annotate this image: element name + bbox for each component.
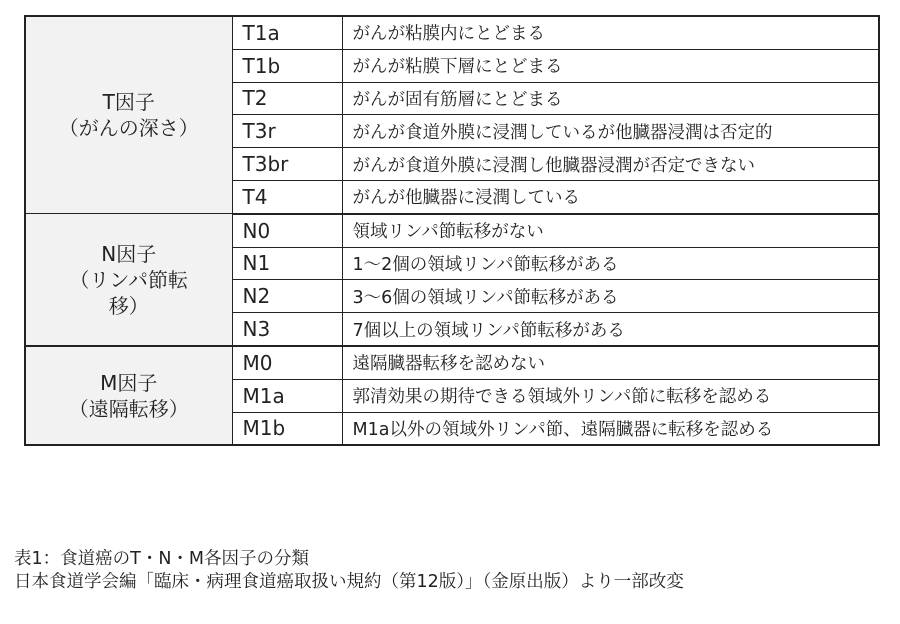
stage-description: 3～6個の領域リンパ節転移がある	[342, 280, 879, 313]
factor-label-line: N因子	[101, 241, 157, 266]
t-factor-label	[25, 16, 232, 214]
stage-code: M0	[232, 346, 342, 379]
tnm-classification-table	[24, 15, 880, 446]
stage-code: N3	[232, 313, 342, 346]
stage-description: がんが粘膜内にとどまる	[342, 16, 879, 49]
stage-description: がんが食道外膜に浸潤しているが他臓器浸潤は否定的	[342, 115, 879, 148]
stage-code: M1b	[232, 412, 342, 445]
stage-description: 遠隔臓器転移を認めない	[342, 346, 879, 379]
factor-label-line: 移）	[108, 293, 149, 318]
stage-description: 7個以上の領域リンパ節転移がある	[342, 313, 879, 346]
stage-description: M1a以外の領域外リンパ節、遠隔臓器に転移を認める	[342, 412, 879, 445]
stage-code: N2	[232, 280, 342, 313]
stage-code: T3r	[232, 115, 342, 148]
stage-code: N1	[232, 247, 342, 280]
stage-description: がんが他臓器に浸潤している	[342, 180, 879, 213]
stage-code: T1b	[232, 49, 342, 82]
stage-description: がんが食道外膜に浸潤し他臓器浸潤が否定できない	[342, 148, 879, 181]
factor-label-line: T因子	[102, 90, 155, 115]
stage-code: T4	[232, 180, 342, 213]
stage-description: 領域リンパ節転移がない	[342, 214, 879, 247]
stage-description: 1～2個の領域リンパ節転移がある	[342, 247, 879, 280]
table-row	[25, 346, 879, 379]
stage-code: T1a	[232, 16, 342, 49]
stage-code: M1a	[232, 379, 342, 412]
caption-title: 表1：食道癌のT・N・M各因子の分類	[14, 549, 310, 569]
stage-description: がんが粘膜下層にとどまる	[342, 49, 879, 82]
stage-code: T3br	[232, 148, 342, 181]
factor-label-line: M因子	[100, 370, 158, 395]
factor-label-line: （リンパ節転	[69, 267, 189, 292]
table-row	[25, 214, 879, 247]
stage-description: 郭清効果の期待できる領域外リンパ節に転移を認める	[342, 379, 879, 412]
m-factor-label	[25, 346, 232, 445]
caption-source: 日本食道学会編「臨床・病理食道癌取扱い規約（第12版）」（金原出版）より一部改変	[14, 572, 684, 592]
factor-label-line: （がんの深さ）	[58, 116, 199, 141]
table-caption	[14, 548, 684, 594]
stage-code: T2	[232, 82, 342, 115]
stage-description: がんが固有筋層にとどまる	[342, 82, 879, 115]
factor-label-line: （遠隔転移）	[68, 396, 189, 421]
n-factor-label	[25, 214, 232, 346]
table-row	[25, 16, 879, 49]
stage-code: N0	[232, 214, 342, 247]
